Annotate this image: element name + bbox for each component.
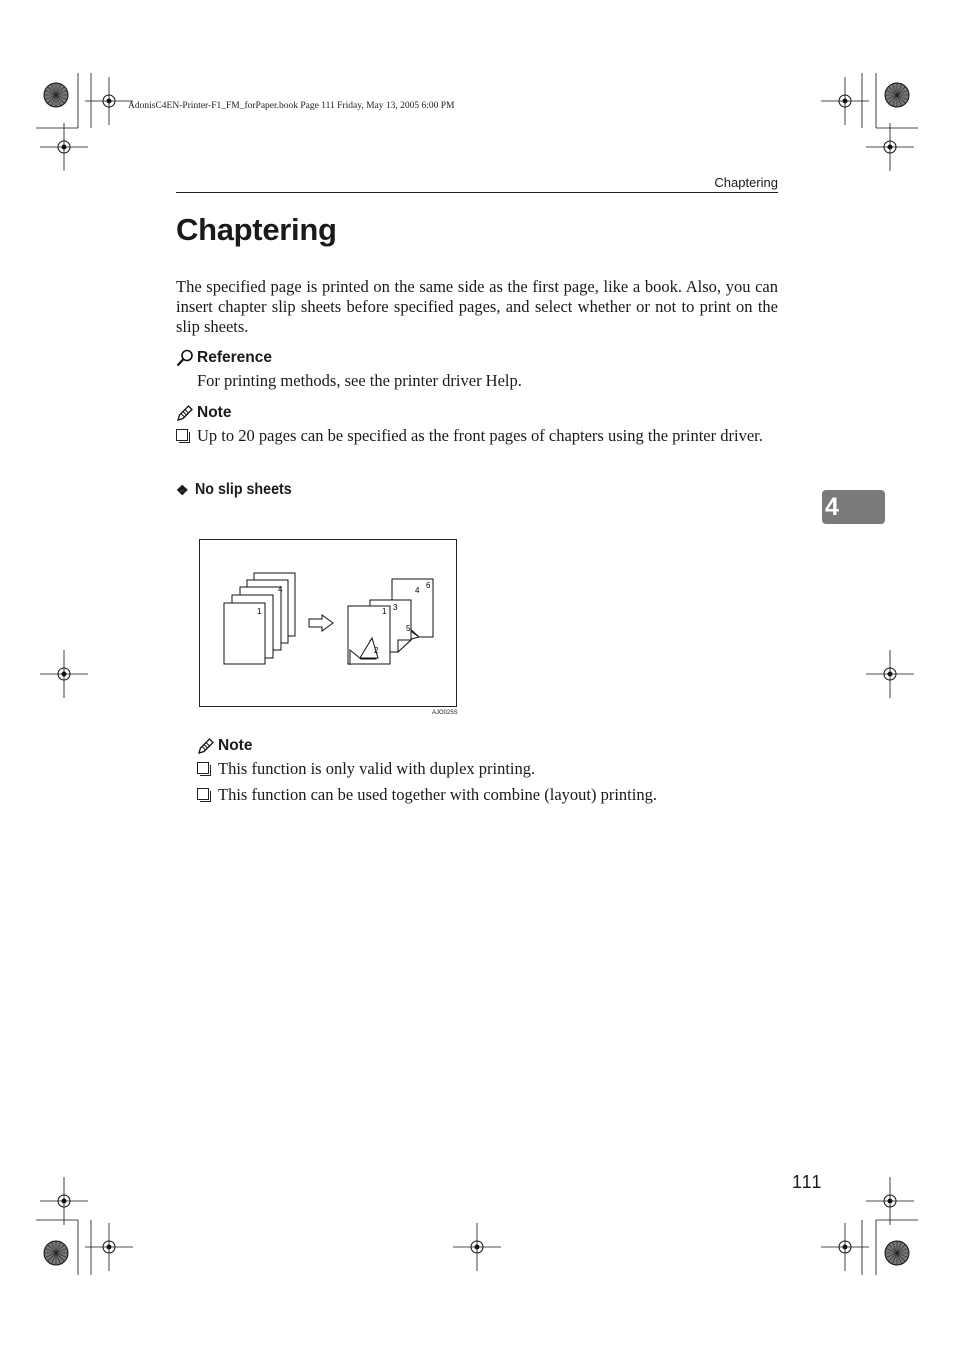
note-item: This function can be used together with combine (layout) printing.	[197, 785, 787, 805]
checkbox-bullet-icon	[197, 762, 209, 774]
pencil-icon	[197, 737, 215, 755]
magnifier-icon	[176, 349, 194, 367]
intro-paragraph: The specified page is printed on the same side as the first page, like a book. Also, you can insert chapter slip sheets before specified pages, and select whether or not to print on the slip sheets.	[176, 277, 778, 336]
note-heading	[197, 737, 252, 755]
note-item: Up to 20 pages can be specified as the front pages of chapters using the printer driver.	[176, 426, 778, 446]
page-title: Chaptering	[176, 212, 337, 247]
page-label: 1	[257, 607, 262, 616]
page-label: 3	[393, 603, 398, 612]
note-label: Note	[197, 404, 232, 421]
reference-label: Reference	[197, 349, 272, 366]
pencil-icon	[176, 404, 194, 422]
chaptering-illustration	[199, 539, 457, 707]
subheading	[176, 481, 300, 499]
note-label: Note	[218, 737, 253, 754]
page-label: 5	[406, 624, 411, 633]
reference-text: For printing methods, see the printer driver Help.	[197, 371, 522, 390]
illustration-drawing	[200, 540, 456, 706]
print-info: AdonisC4EN-Printer-F1_FM_forPaper.book Page 111 Friday, May 13, 2005 6:00 PM	[128, 101, 455, 111]
subheading-label: No slip sheets	[194, 481, 292, 498]
running-head: Chaptering	[714, 175, 778, 190]
reference-heading	[176, 349, 272, 367]
page-label: 4	[415, 586, 420, 595]
page-label: 2	[374, 646, 379, 655]
figure-code: AJO025S	[432, 710, 458, 716]
note-heading	[176, 404, 231, 422]
header-rule	[176, 192, 778, 193]
page-label: 6	[426, 581, 431, 590]
note-item: This function is only valid with duplex printing.	[197, 759, 787, 779]
page-number: 111	[792, 1172, 823, 1192]
checkbox-bullet-icon	[197, 788, 209, 800]
arrow-right-icon	[309, 615, 333, 631]
checkbox-bullet-icon	[176, 429, 188, 441]
chapter-tab: 4	[822, 490, 885, 524]
diamond-bullet-icon: ❖	[176, 481, 189, 498]
page-label: 4	[278, 585, 283, 594]
page-label: 1	[382, 607, 387, 616]
